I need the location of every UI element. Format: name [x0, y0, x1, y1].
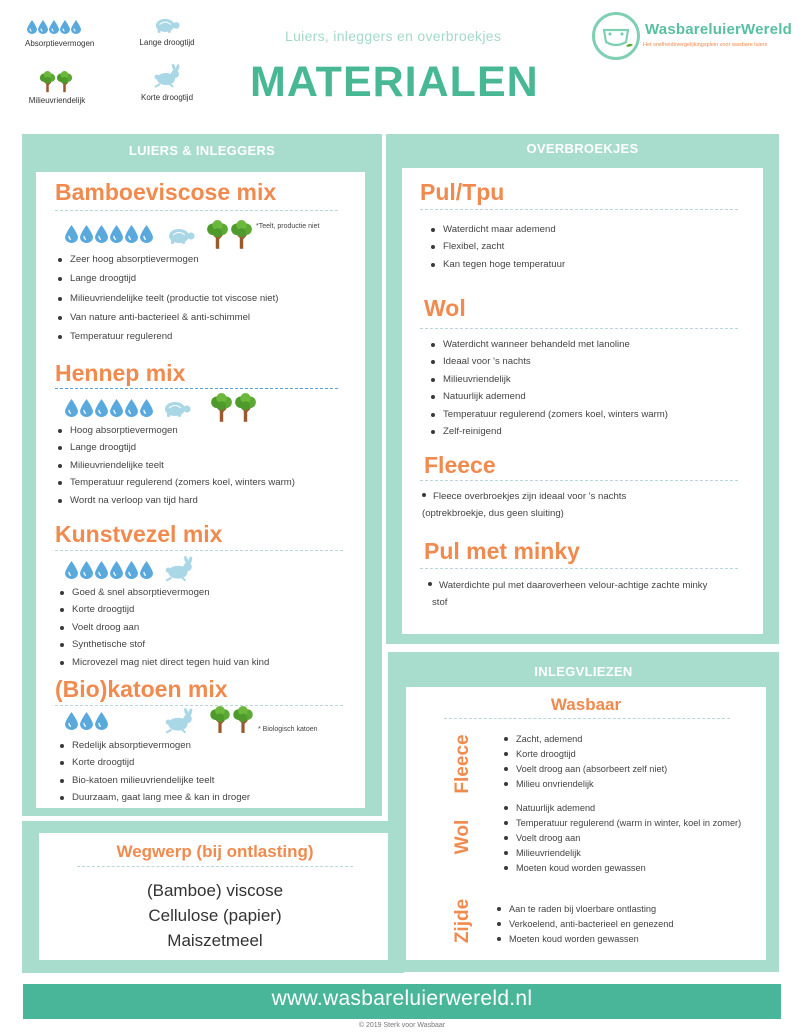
logo-tagline: Het snelheidsvergelijkingsplein voor wasbare luiers [643, 42, 768, 48]
trees-icon [209, 706, 259, 734]
list-item: Korte droogtijd [56, 604, 269, 621]
list-item: Natuurlijk ademend [427, 391, 668, 408]
footer-url-link[interactable]: www.wasbareluierwereld.nl [271, 987, 533, 1010]
turtle-icon [166, 225, 196, 245]
list-item: Van nature anti-bacterieel & anti-schimmel [54, 312, 279, 331]
overbroekjes-band-title: OVERBROEKJES [526, 141, 639, 156]
list-item: Ideaal voor 's nachts [427, 356, 668, 373]
list-item: Flexibel, zacht [427, 241, 565, 258]
list-item: Milieuvriendelijke teelt [54, 460, 295, 477]
trees-icon [39, 71, 75, 93]
list-item: Voelt droog aan [56, 622, 269, 639]
note-bamboe: *Teelt, productie niet [256, 223, 320, 230]
turtle-icon [162, 398, 192, 418]
list-item: Milieuvriendelijke teelt (productie tot viscose niet) [54, 293, 279, 312]
list-item: Waterdicht maar ademend [427, 224, 565, 241]
logo-name: WasbareluierWereld [645, 21, 792, 38]
drops-icon [65, 561, 155, 581]
list-item: Temperatuur regulerend (zomers koel, winters warm) [54, 477, 295, 494]
list-item: Waterdicht wanneer behandeld met lanoline [427, 339, 668, 356]
list-item: Verkoelend, anti-bacterieel en genezend [493, 918, 673, 933]
list-katoen [56, 740, 250, 810]
legend-long-dry [132, 15, 202, 47]
list-item: Moeten koud worden gewassen [500, 862, 741, 877]
rabbit-icon [163, 708, 195, 734]
legend-short-dry-label: Korte droogtijd [140, 93, 194, 102]
text-line: Waterdichte pul met daaroverheen velour-achtige zachte minky [439, 580, 708, 591]
turtle-icon [153, 15, 181, 35]
legend-absorption [25, 20, 95, 48]
list-inleg-fleece [500, 733, 667, 793]
drops-icon [27, 20, 83, 36]
list-item: Bio-katoen milieuvriendelijke teelt [56, 775, 250, 792]
wegwerp-line: Cellulose (papier) [148, 906, 282, 925]
text-fleece [418, 488, 626, 522]
rabbit-icon [163, 556, 195, 582]
wegwerp-line: (Bamboe) viscose [146, 881, 284, 900]
list-item: Lange droogtijd [54, 273, 279, 292]
list-item: Milieu onvriendelijk [500, 778, 667, 793]
legend-absorption-label: Absorptievermogen [25, 39, 95, 48]
page-subtitle: Luiers, inleggers en overbroekjes [285, 28, 502, 44]
text-line: Fleece overbroekjes zijn ideaal voor 's nachts [433, 491, 627, 502]
list-item: Zeer hoog absorptievermogen [54, 254, 279, 273]
divider [420, 328, 738, 329]
list-item: Zelf-reinigend [427, 426, 668, 443]
text-line: (optrekbroekje, dus geen sluiting) [422, 508, 564, 519]
list-item: Microvezel mag niet direct tegen huid van kind [56, 657, 269, 674]
list-item: Zacht, ademend [500, 733, 667, 748]
wegwerp-line: Maiszetmeel [167, 931, 263, 950]
inlegvliezen-subtitle: Wasbaar [550, 695, 622, 714]
group-label-fleece: Fleece [452, 734, 473, 794]
text-pul-minky [428, 577, 707, 611]
logo-diaper-icon [592, 12, 640, 60]
divider [55, 705, 343, 706]
note-katoen: * Biologisch katoen [258, 726, 318, 733]
list-item: Korte droogtijd [56, 757, 250, 774]
list-item: Hoog absorptievermogen [54, 425, 295, 442]
divider [420, 209, 738, 210]
divider [77, 866, 353, 867]
group-label-wol: Wol [452, 819, 473, 855]
list-inleg-wol [500, 802, 741, 877]
list-item: Temperatuur regulerend (warm in winter, koel in zomer) [500, 817, 741, 832]
list-inleg-zijde [493, 903, 673, 948]
drops-icon [65, 712, 111, 732]
trees-icon [206, 220, 256, 250]
list-item: Duurzaam, gaat lang mee & kan in droger [56, 792, 250, 809]
list-item: Voelt droog aan (absorbeert zelf niet) [500, 763, 667, 778]
divider [55, 210, 338, 211]
section-title-pul-tpu: Pul/Tpu [420, 179, 505, 205]
page-title: MATERIALEN [250, 58, 539, 106]
luiers-band-title: LUIERS & INLEGGERS [128, 143, 276, 158]
trees-icon [210, 393, 260, 423]
list-wol [427, 339, 668, 443]
list-item: Voelt droog aan [500, 832, 741, 847]
list-pul-tpu [427, 224, 565, 276]
section-title-katoen: (Bio)katoen mix [55, 676, 228, 702]
section-title-hennep: Hennep mix [55, 360, 186, 386]
list-bamboe [54, 254, 279, 350]
text-line: stof [432, 597, 448, 608]
divider [444, 718, 730, 719]
section-title-bamboe: Bamboeviscose mix [55, 179, 277, 205]
list-item: Redelijk absorptievermogen [56, 740, 250, 757]
section-title-kunstvezel: Kunstvezel mix [55, 521, 223, 547]
list-item: Natuurlijk ademend [500, 802, 741, 817]
drops-icon [65, 225, 155, 245]
wegwerp-title: Wegwerp (bij ontlasting) [116, 842, 314, 861]
list-item: Kan tegen hoge temperatuur [427, 259, 565, 276]
inlegvliezen-band-title: INLEGVLIEZEN [534, 664, 633, 679]
list-item: Milieuvriendelijk [427, 374, 668, 391]
list-kunstvezel [56, 587, 269, 674]
section-title-wol: Wol [424, 295, 466, 321]
rabbit-icon [152, 64, 182, 90]
list-hennep [54, 425, 295, 512]
divider [55, 388, 338, 389]
divider [55, 550, 343, 551]
legend-eco [27, 71, 87, 105]
list-item: Milieuvriendelijk [500, 847, 741, 862]
list-item: Wordt na verloop van tijd hard [54, 495, 295, 512]
group-label-zijde: Zijde [452, 898, 473, 944]
list-item: Korte droogtijd [500, 748, 667, 763]
list-item: Lange droogtijd [54, 442, 295, 459]
section-title-fleece: Fleece [424, 452, 496, 478]
list-item: Synthetische stof [56, 639, 269, 656]
list-item: Moeten koud worden gewassen [493, 933, 673, 948]
list-item: Temperatuur regulerend (zomers koel, winters warm) [427, 409, 668, 426]
section-title-pul-minky: Pul met minky [424, 538, 580, 564]
copyright: © 2019 Sterk voor Wasbaar [358, 1022, 446, 1029]
legend-eco-label: Milieuvriendelijk [28, 96, 86, 105]
list-item: Goed & snel absorptievermogen [56, 587, 269, 604]
divider [420, 480, 738, 481]
list-item: Temperatuur regulerend [54, 331, 279, 350]
legend-long-dry-label: Lange droogtijd [139, 38, 195, 47]
legend-short-dry [132, 64, 202, 102]
list-item: Aan te raden bij vloerbare ontlasting [493, 903, 673, 918]
drops-icon [65, 399, 155, 419]
divider [420, 568, 738, 569]
